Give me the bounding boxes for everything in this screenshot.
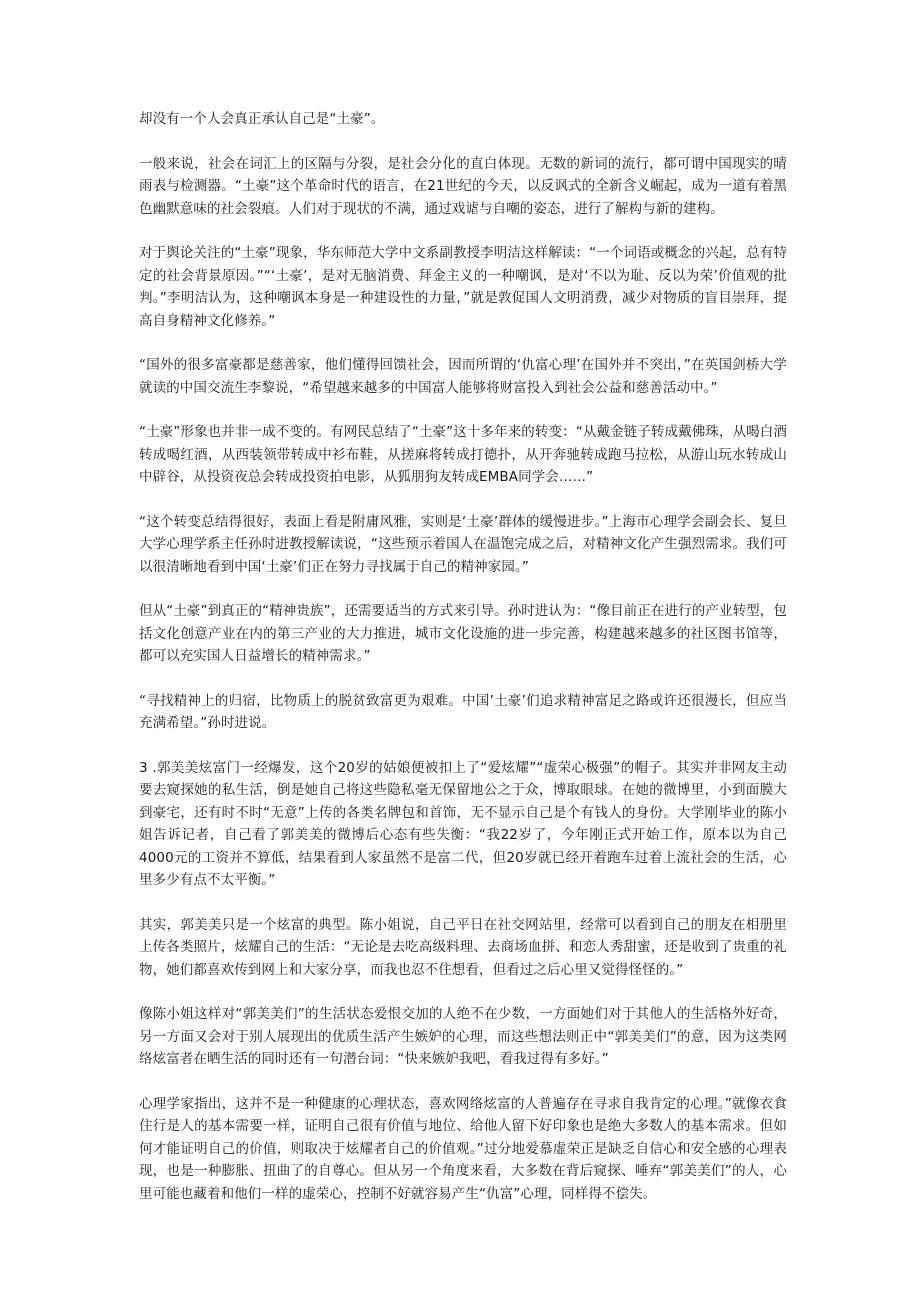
paragraph: 但从“土豪”到真正的“精神贵族”，还需要适当的方式来引导。孙时进认为：“像目前正在进行的产业转型，包括文化创意产业在内的第三产业的大力推进，城市文化设施的进一步完善，构建越来越多的社区图书馆等，都可以充实国人日益增长的精神需求。” (139, 603, 787, 664)
paragraph: “国外的很多富豪都是慈善家，他们懂得回馈社会，因而所谓的‘仇富心理’在国外并不突出，”在英国剑桥大学就读的中国交流生李黎说，“希望越来越多的中国富人能够将财富投入到社会公益和慈善活动中。” (139, 357, 787, 396)
document-body (139, 108, 787, 1205)
paragraph: 像陈小姐这样对“郭美美们”的生活状态爱恨交加的人绝不在少数，一方面她们对于其他人的生活格外好奇，另一方面又会对于别人展现出的优质生活产生嫉妒的心理，而这些想法则正中“郭美美们”的意，因为这类网络炫富者在晒生活的同时还有一句潜台词：“快来嫉妒我吧，看我过得有多好。” (139, 1006, 787, 1067)
paragraph: 却没有一个人会真正承认自己是“土豪”。 (139, 111, 385, 127)
paragraph: “这个转变总结得很好，表面上看是附庸风雅，实则是‘土豪’群体的缓慢进步。”上海市心理学会副会长、复旦大学心理学系主任孙时进教授解读说，“这些预示着国人在温饱完成之后，对精神文化产生强烈需求。我们可以很清晰地看到中国‘土豪’们正在努力寻找属于自己的精神家园。” (139, 513, 787, 575)
paragraph: 3 .郭美美炫富门一经爆发，这个20岁的姑娘便被扣上了“爱炫耀”“虚荣心极强”的帽子。其实并非网友主动要去窥探她的私生活，倒是她自己将这些隐私毫无保留地公之于众，博取眼球。在她的微博里，小到面膜大到豪宅，还有时不时“无意”上传的各类名牌包和首饰，无不显示自己是个有钱人的身份。大学刚毕业的陈小姐告诉记者，自己看了郭美美的微博后心态有些失衡：“我22岁了，今年刚正式开始工作，原本以为自己4000元的工资并不算低，结果看到人家虽然不是富二代，但20岁就已经开着跑车过着上流社会的生活，心里多少有点不太平衡。” (139, 759, 787, 888)
paragraph: “寻找精神上的归宿，比物质上的脱贫致富更为艰难。中国’土豪’们追求精神富足之路或许还很漫长，但应当充满希望。”孙时进说。 (139, 692, 787, 731)
paragraph: 一般来说，社会在词汇上的区隔与分裂，是社会分化的直白体现。无数的新词的流行，都可谓中国现实的晴雨表与检测器。“土豪”这个革命时代的语言，在21世纪的今天，以反讽式的全新含义崛起，成为一道有着黑色幽默意味的社会裂痕。人们对于现状的不满，通过戏谑与自嘲的姿态，进行了解构与新的建构。 (139, 155, 787, 217)
paragraph: 其实，郭美美只是一个炫富的典型。陈小姐说，自己平日在社交网站里，经常可以看到自己的朋友在相册里上传各类照片，炫耀自己的生活：“无论是去吃高级料理、去商场血拼、和恋人秀甜蜜，还是收到了贵重的礼物，她们都喜欢传到网上和大家分享，而我也忍不住想看，但看过之后心里又觉得怪怪的。” (139, 916, 787, 978)
paragraph: “土豪”形象也并非一成不变的。有网民总结了“土豪”这十多年来的转变：“从戴金链子转成戴佛珠，从喝白酒转成喝红酒，从西装领带转成中衫布鞋，从搓麻将转成打德扑，从开奔驰转成跑马拉松，从游山玩水转成山中辟谷，从投资夜总会转成投资拍电影，从狐朋狗友转成EMBA同学会……” (139, 424, 787, 485)
paragraph: 对于舆论关注的“土豪”现象，华东师范大学中文系副教授李明洁这样解读：“一个词语或概念的兴起，总有特定的社会背景原因。”“‘土豪’，是对无脑消费、拜金主义的一种嘲讽，是对‘不以为耻、反以为荣’价值观的批判。”李明洁认为，这种嘲讽本身是一种建设性的力量，”就是敦促国人文明消费，减少对物质的盲目崇拜，提高自身精神文化修养。” (139, 245, 787, 329)
paragraph: 心理学家指出，这并不是一种健康的心理状态，喜欢网络炫富的人普遍存在寻求自我肯定的心理。”就像衣食住行是人的基本需要一样，证明自己很有价值与地位、给他人留下好印象也是绝大多数人的基本需求。但如何才能证明自己的价值，则取决于炫耀者自己的价值观。”过分地爱慕虚荣正是缺乏自信心和安全感的心理表现，也是一种膨胀、扭曲了的自尊心。但从另一个角度来看，大多数在背后窥探、唾弃“郭美美们”的人，心里可能也藏着和他们一样的虚荣心，控制不好就容易产生“仇富”心理，同样得不偿失。 (139, 1095, 787, 1202)
